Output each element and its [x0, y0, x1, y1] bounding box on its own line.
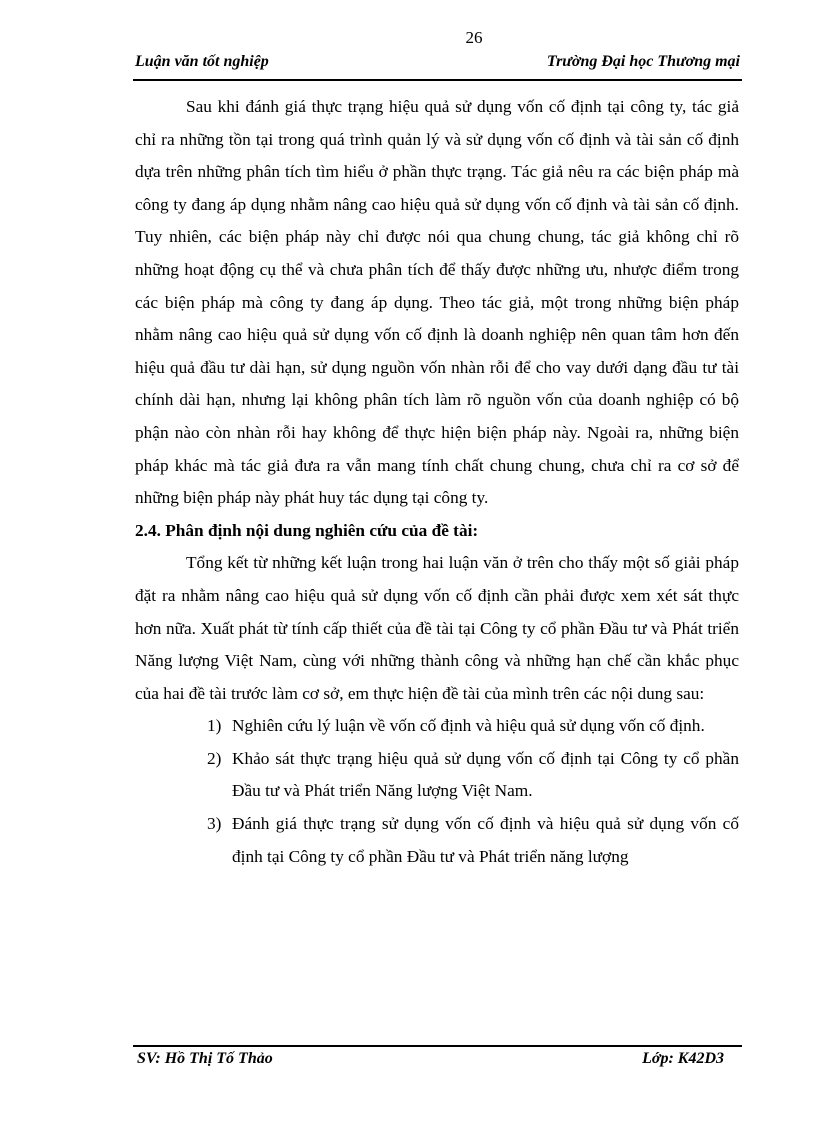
list-item-number: 1) [207, 716, 222, 736]
content-list [135, 710, 739, 873]
header-divider [133, 79, 742, 81]
page-footer [137, 1050, 724, 1068]
document-body [135, 91, 739, 873]
list-item-text: Đánh giá thực trạng sử dụng vốn cố định và hiệu quả sử dụng vốn cố định tại Công ty cổ phần Đầu tư và Phát triển năng lượng [232, 814, 739, 866]
page-header [135, 53, 740, 71]
list-item [207, 743, 739, 808]
section-heading: 2.4. Phân định nội dung nghiên cứu của đề tài: [135, 520, 479, 540]
list-item-number: 3) [207, 814, 222, 834]
footer-student-name: SV: Hồ Thị Tố Thảo [137, 1050, 273, 1067]
header-thesis-label: Luận văn tốt nghiệp [135, 53, 269, 70]
footer-class-code: Lớp: K42D3 [642, 1050, 724, 1067]
header-university-name: Trường Đại học Thương mại [546, 53, 740, 70]
body-paragraph: Sau khi đánh giá thực trạng hiệu quả sử dụng vốn cố định tại công ty, tác giả chỉ ra những tồn tại trong quá trình quản lý và sử dụng vốn cố định và tài sản cố định dựa trên những phân tích tìm hiểu ở phần thực trạng. Tác giả nêu ra các biện pháp mà công ty đang áp dụng nhằm nâng cao hiệu quả sử dụng vốn cố định và tài sản cố định. Tuy nhiên, các biện pháp này chỉ được nói qua chung chung, tác giả không chỉ rõ những hoạt động cụ thể và chưa phân tích để thấy được những ưu, nhược điểm trong các biện pháp mà công ty đang áp dụng. Theo tác giả, một trong những biện pháp nhằm nâng cao hiệu quả sử dụng vốn cố định là doanh nghiệp nên quan tâm hơn đến hiệu quả đầu tư dài hạn, sử dụng nguồn vốn nhàn rỗi để cho vay dưới dạng đầu tư tài chính dài hạn, nhưng lại không phân tích làm rõ nguồn vốn của doanh nghiệp có bộ phận nào còn nhàn rỗi hay không để thực hiện biện pháp này. Ngoài ra, những biện pháp khác mà tác giả đưa ra vẫn mang tính chất chung chung, chưa chỉ ra cơ sở để những biện pháp này phát huy tác dụng tại công ty. [135, 97, 739, 508]
list-item-text: Khảo sát thực trạng hiệu quả sử dụng vốn cố định tại Công ty cổ phần Đầu tư và Phát triển Năng lượng Việt Nam. [232, 748, 739, 801]
body-paragraph: Tổng kết từ những kết luận trong hai luận văn ở trên cho thấy một số giải pháp đặt ra nhằm nâng cao hiệu quả sử dụng vốn cố định cần phải được xem xét sát thực hơn nữa. Xuất phát từ tính cấp thiết của đề tài tại Công ty cổ phần Đầu tư và Phát triển Năng lượng Việt Nam, cùng với những thành công và những hạn chế cần khắc phục của hai đề tài trước làm cơ sở, em thực hiện đề tài của mình trên các nội dung sau: [135, 553, 739, 703]
footer-divider [133, 1045, 742, 1047]
list-item-text: Nghiên cứu lý luận về vốn cố định và hiệu quả sử dụng vốn cố định. [232, 716, 705, 736]
list-item-number: 2) [207, 748, 222, 768]
list-item [207, 710, 739, 743]
page-number: 26 [465, 28, 483, 47]
list-item [207, 808, 739, 873]
